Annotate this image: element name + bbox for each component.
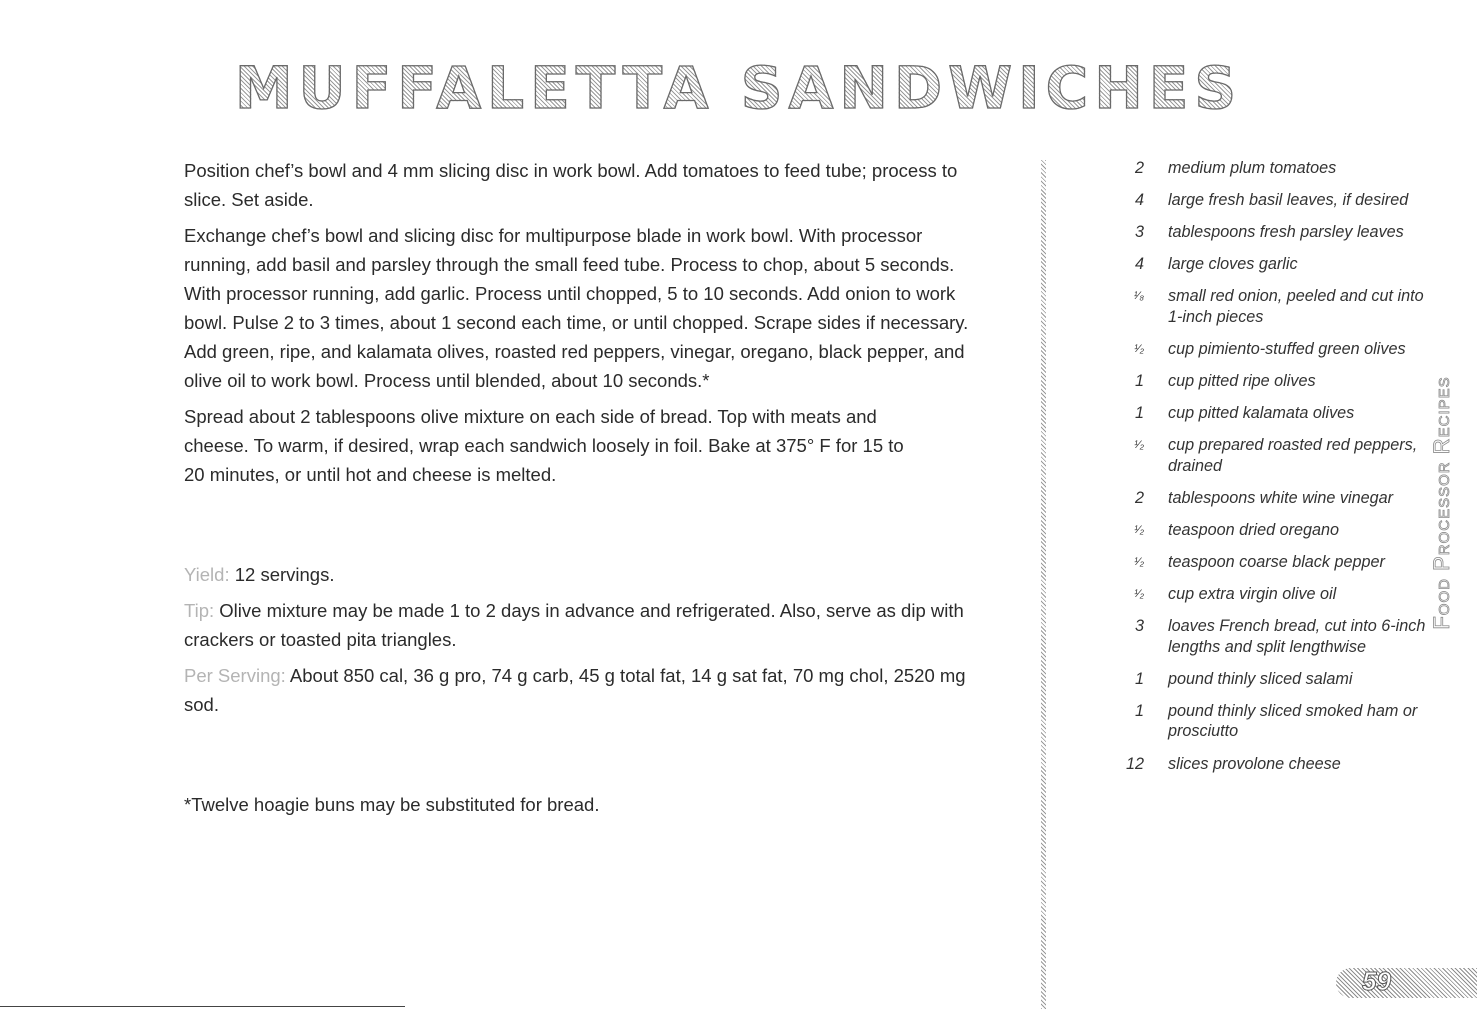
- ingredient-quantity: 12: [1125, 754, 1144, 773]
- ingredient-quantity: ¹⁄₂: [1134, 342, 1144, 355]
- ingredient-text: large cloves garlic: [1168, 255, 1298, 274]
- yield-line: [184, 560, 984, 589]
- ingredient-quantity: 4: [1134, 255, 1144, 274]
- ingredient-quantity: 3: [1134, 617, 1144, 636]
- ingredient-quantity: ¹⁄₂: [1134, 588, 1144, 601]
- side-tab-label: Food Processor Recipes: [1429, 376, 1454, 630]
- side-tab: [1422, 376, 1462, 630]
- ingredient-item: [1108, 701, 1428, 742]
- ingredient-item: [1108, 754, 1428, 775]
- ingredient-quantity: 1: [1134, 701, 1144, 720]
- page-number-bar: [1336, 968, 1477, 998]
- ingredient-quantity: 2: [1134, 488, 1144, 507]
- tip-text: Olive mixture may be made 1 to 2 days in advance and refrigerated. Also, serve as dip with crackers or toasted pita triangles.: [184, 600, 964, 650]
- footnote: *Twelve hoagie buns may be substituted for bread.: [184, 794, 600, 815]
- ingredient-quantity: ¹⁄₂: [1134, 439, 1144, 452]
- ingredient-quantity: 3: [1134, 223, 1144, 242]
- ingredient-text: large fresh basil leaves, if desired: [1168, 191, 1409, 210]
- ingredient-text: cup extra virgin olive oil: [1168, 585, 1337, 604]
- ingredient-quantity: 1: [1134, 404, 1144, 423]
- per-serving-text: About 850 cal, 36 g pro, 74 g carb, 45 g total fat, 14 g sat fat, 70 mg chol, 2520 mg sod.: [184, 665, 966, 715]
- page-number: 59: [1362, 966, 1391, 996]
- ingredient-item: [1108, 371, 1428, 392]
- ingredient-text: tablespoons white wine vinegar: [1168, 488, 1393, 507]
- ingredient-item: [1108, 286, 1428, 327]
- ingredient-text: cup pimiento-stuffed green olives: [1168, 339, 1406, 358]
- ingredient-text: medium plum tomatoes: [1168, 159, 1337, 177]
- directions: [184, 156, 984, 826]
- direction-step-3: Spread about 2 tablespoons olive mixture on each side of bread. Top with meats and cheese. To warm, if desired, wrap each sandwich loosely in foil. Bake at 375° F for 15 to 20 minutes, or until hot and cheese is melted.: [184, 406, 904, 485]
- tip-label: Tip:: [184, 600, 215, 621]
- ingredient-text: teaspoon dried oregano: [1168, 520, 1340, 539]
- yield-text: 12 servings.: [229, 564, 335, 585]
- ingredient-text: cup prepared roasted red peppers, drained: [1168, 436, 1418, 475]
- direction-step-2: Exchange chef’s bowl and slicing disc for multipurpose blade in work bowl. With processor running, add basil and parsley through the small feed tube. Process to chop, about 5 seconds. With processor running, add garlic. Process until chopped, 5 to 10 seconds. Add onion to work bowl. Pulse 2 to 3 times, about 1 second each time, or until chopped. Scrape sides if necessary. Add green, ripe, and kalamata olives, roasted red peppers, vinegar, oregano, black pepper, and olive oil to work bowl. Process until blended, about 10 seconds.*: [184, 225, 969, 391]
- ingredient-item: [1108, 190, 1428, 211]
- ingredient-item: [1108, 520, 1428, 541]
- ingredient-item: [1108, 616, 1428, 657]
- ingredient-text: loaves French bread, cut into 6-inch lengths and split lengthwise: [1168, 617, 1426, 656]
- yield-label: Yield:: [184, 564, 230, 585]
- ingredient-item: [1108, 403, 1428, 424]
- ingredient-text: pound thinly sliced salami: [1168, 669, 1353, 688]
- ingredient-quantity: 1: [1134, 669, 1144, 688]
- ingredient-text: cup pitted ripe olives: [1168, 372, 1316, 391]
- ingredient-text: cup pitted kalamata olives: [1168, 404, 1355, 423]
- ingredient-quantity: ¹⁄₂: [1134, 556, 1144, 569]
- per-serving-line: [184, 661, 974, 719]
- ingredient-quantity: ¹⁄₈: [1133, 290, 1144, 303]
- ingredient-text: small red onion, peeled and cut into 1-inch pieces: [1168, 287, 1424, 326]
- ingredient-quantity: ¹⁄₂: [1134, 523, 1144, 536]
- ingredient-item: [1108, 339, 1428, 360]
- ingredient-text: slices provolone cheese: [1168, 754, 1341, 773]
- ingredient-item: [1108, 435, 1428, 476]
- ingredient-item: [1108, 584, 1428, 605]
- ingredient-item: [1108, 222, 1428, 243]
- page-title: MUFFALETTA SANDWICHES: [0, 52, 1477, 124]
- per-serving-label: Per Serving:: [184, 665, 286, 686]
- ingredient-item: [1108, 488, 1428, 509]
- ingredient-text: pound thinly sliced smoked ham or prosciutto: [1168, 701, 1418, 741]
- ingredient-item: [1108, 669, 1428, 690]
- ingredient-item: [1108, 552, 1428, 573]
- direction-step-1: Position chef’s bowl and 4 mm slicing disc in work bowl. Add tomatoes to feed tube; process to slice. Set aside.: [184, 160, 958, 210]
- column-divider: [1041, 160, 1046, 1009]
- tip-line: [184, 596, 974, 654]
- ingredient-item: [1108, 158, 1428, 179]
- ingredient-item: [1108, 254, 1428, 275]
- ingredient-text: teaspoon coarse black pepper: [1168, 553, 1385, 572]
- ingredient-text: tablespoons fresh parsley leaves: [1168, 223, 1404, 242]
- ingredient-quantity: 1: [1134, 372, 1144, 391]
- bottom-rule: [0, 1006, 405, 1007]
- ingredient-quantity: 2: [1134, 159, 1144, 177]
- ingredient-quantity: 4: [1134, 191, 1144, 210]
- ingredient-list: [1108, 158, 1428, 786]
